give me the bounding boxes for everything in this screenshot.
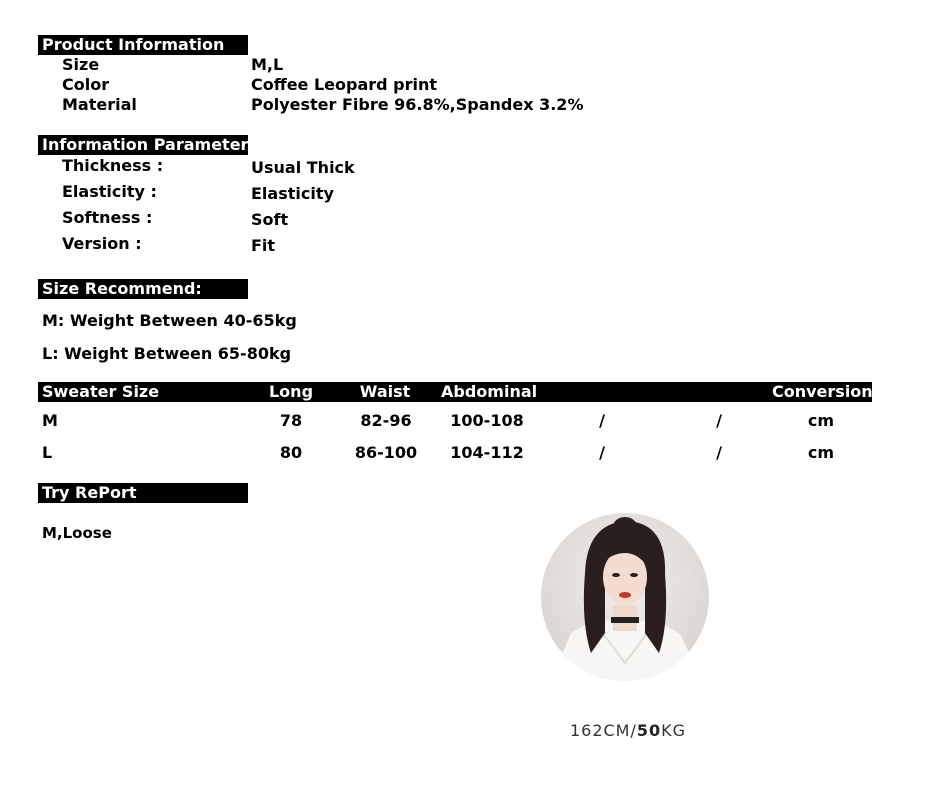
size-label: Size xyxy=(62,55,100,74)
table-cell: 104-112 xyxy=(450,443,524,462)
table-cell: / xyxy=(716,443,722,462)
recommend-m: M: Weight Between 40-65kg xyxy=(42,311,297,330)
model-height: 162CM/ xyxy=(569,721,637,740)
thickness-label: Thickness : xyxy=(62,156,164,175)
product-info-header: Product Information xyxy=(38,35,248,55)
try-report-header: Try RePort xyxy=(38,483,248,503)
table-cell: 86-100 xyxy=(354,443,418,462)
version-value: Fit xyxy=(251,236,276,255)
table-cell: 82-96 xyxy=(360,411,412,430)
material-label: Material xyxy=(62,95,137,114)
table-cell: / xyxy=(599,411,605,430)
model-measurements xyxy=(570,721,686,740)
recommend-l: L: Weight Between 65-80kg xyxy=(42,344,292,363)
softness-value: Soft xyxy=(251,210,289,229)
table-cell: / xyxy=(716,411,722,430)
info-param-header: Information Parameter xyxy=(38,135,248,155)
table-cell: M xyxy=(42,411,58,430)
version-label: Version : xyxy=(62,234,142,253)
softness-label: Softness : xyxy=(62,208,153,227)
table-cell: / xyxy=(599,443,605,462)
size-recommend-header: Size Recommend: xyxy=(38,279,248,299)
model-weight: 50 xyxy=(636,721,662,740)
thickness-value: Usual Thick xyxy=(251,158,355,177)
color-label: Color xyxy=(62,75,110,94)
size-value: M,L xyxy=(251,55,284,74)
table-cell: 80 xyxy=(279,443,303,462)
elasticity-value: Elasticity xyxy=(251,184,334,203)
th-sweater-size: Sweater Size xyxy=(42,382,160,401)
th-waist: Waist xyxy=(359,382,411,401)
model-weight-unit: KG xyxy=(661,721,687,740)
table-cell: cm xyxy=(807,411,835,430)
table-cell: 100-108 xyxy=(450,411,524,430)
material-value: Polyester Fibre 96.8%,Spandex 3.2% xyxy=(251,95,584,114)
table-cell: 78 xyxy=(279,411,303,430)
th-abdominal: Abdominal xyxy=(441,382,538,401)
elasticity-label: Elasticity : xyxy=(62,182,157,201)
model-photo xyxy=(541,513,709,681)
table-cell: cm xyxy=(807,443,835,462)
table-cell: L xyxy=(42,443,53,462)
color-value: Coffee Leopard print xyxy=(251,75,438,94)
th-long: Long xyxy=(268,382,314,401)
try-report-text: M,Loose xyxy=(42,524,112,542)
th-conversion: Conversion xyxy=(772,382,873,401)
